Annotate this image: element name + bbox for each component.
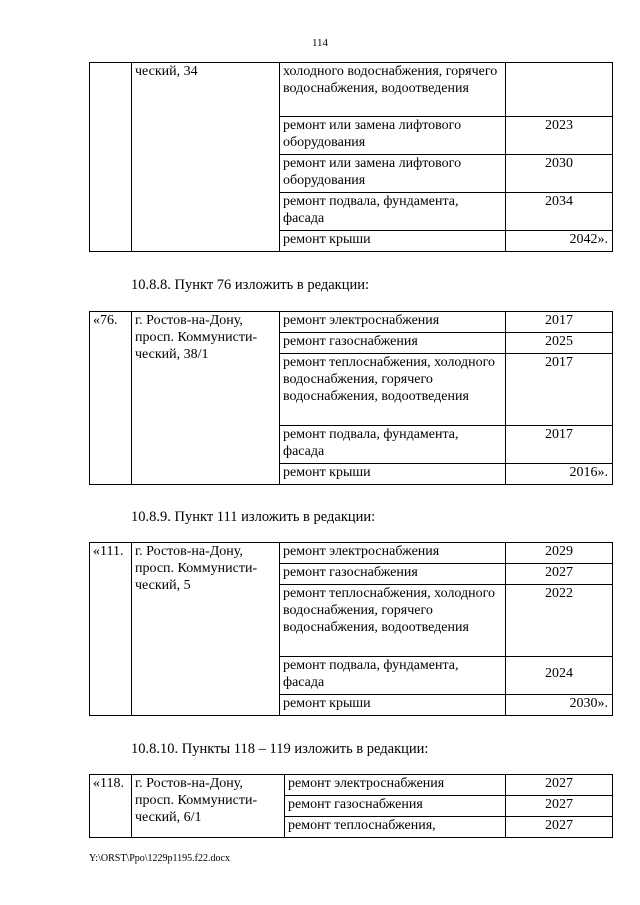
work-cell: ремонт или замена лифтового оборудования bbox=[280, 155, 506, 193]
address-cell: ческий, 34 bbox=[132, 63, 280, 252]
page-number: 114 bbox=[311, 37, 329, 49]
work-cell: холодного водоснабжения, горячего водоснабжения, водоотведения bbox=[280, 63, 506, 117]
file-path-footer: Y:\ORST\Ppo\1229p1195.f22.docx bbox=[89, 853, 230, 864]
table-item-118 bbox=[89, 774, 613, 838]
work-cell: ремонт электроснабжения bbox=[285, 775, 506, 796]
address-cell: г. Ростов-на-Дону, просп. Коммунисти-ческий, 6/1 bbox=[132, 775, 285, 838]
table-row bbox=[90, 312, 613, 333]
year-cell: 2029 bbox=[506, 543, 613, 564]
table-item-76 bbox=[89, 311, 613, 485]
table-row bbox=[90, 775, 613, 796]
year-cell: 2042». bbox=[506, 231, 613, 252]
work-cell: ремонт крыши bbox=[280, 231, 506, 252]
year-cell: 2016». bbox=[506, 464, 613, 485]
year-cell: 2022 bbox=[506, 585, 613, 657]
year-cell: 2025 bbox=[506, 333, 613, 354]
work-cell: ремонт или замена лифтового оборудования bbox=[280, 117, 506, 155]
work-cell: ремонт газоснабжения bbox=[280, 564, 506, 585]
year-cell: 2017 bbox=[506, 426, 613, 464]
instruction-paragraph: 10.8.9. Пункт 111 изложить в редакции: bbox=[131, 509, 376, 525]
work-cell: ремонт теплоснабжения, bbox=[285, 817, 506, 838]
work-cell: ремонт подвала, фундамента, фасада bbox=[280, 657, 506, 695]
work-cell: ремонт электроснабжения bbox=[280, 312, 506, 333]
instruction-paragraph: 10.8.10. Пункты 118 – 119 изложить в редакции: bbox=[131, 741, 429, 757]
year-cell: 2030». bbox=[506, 695, 613, 716]
address-cell: г. Ростов-на-Дону, просп. Коммунисти-ческий, 38/1 bbox=[132, 312, 280, 485]
instruction-paragraph: 10.8.8. Пункт 76 изложить в редакции: bbox=[131, 277, 370, 293]
year-cell: 2027 bbox=[506, 817, 613, 838]
year-cell: 2017 bbox=[506, 354, 613, 426]
work-cell: ремонт газоснабжения bbox=[285, 796, 506, 817]
work-cell: ремонт газоснабжения bbox=[280, 333, 506, 354]
table-row bbox=[90, 63, 613, 117]
row-number-cell: «118. bbox=[90, 775, 132, 838]
work-cell: ремонт подвала, фундамента, фасада bbox=[280, 193, 506, 231]
work-cell: ремонт теплоснабжения, холодного водоснабжения, горячего водоснабжения, водоотведения bbox=[280, 585, 506, 657]
year-cell: 2024 bbox=[506, 657, 613, 695]
year-cell: 2023 bbox=[506, 117, 613, 155]
work-cell: ремонт теплоснабжения, холодного водоснабжения, горячего водоснабжения, водоотведения bbox=[280, 354, 506, 426]
year-cell: 2030 bbox=[506, 155, 613, 193]
row-number-cell: «111. bbox=[90, 543, 132, 716]
year-cell: 2017 bbox=[506, 312, 613, 333]
year-cell: 2034 bbox=[506, 193, 613, 231]
year-cell bbox=[506, 63, 613, 117]
year-cell: 2027 bbox=[506, 564, 613, 585]
row-number-cell: «76. bbox=[90, 312, 132, 485]
work-cell: ремонт электроснабжения bbox=[280, 543, 506, 564]
work-cell: ремонт крыши bbox=[280, 464, 506, 485]
table-row bbox=[90, 543, 613, 564]
address-cell: г. Ростов-на-Дону, просп. Коммунисти-ческий, 5 bbox=[132, 543, 280, 716]
year-cell: 2027 bbox=[506, 796, 613, 817]
work-cell: ремонт крыши bbox=[280, 695, 506, 716]
year-cell: 2027 bbox=[506, 775, 613, 796]
table-continuation bbox=[89, 62, 613, 252]
table-item-111 bbox=[89, 542, 613, 716]
work-cell: ремонт подвала, фундамента, фасада bbox=[280, 426, 506, 464]
row-number-cell bbox=[90, 63, 132, 252]
